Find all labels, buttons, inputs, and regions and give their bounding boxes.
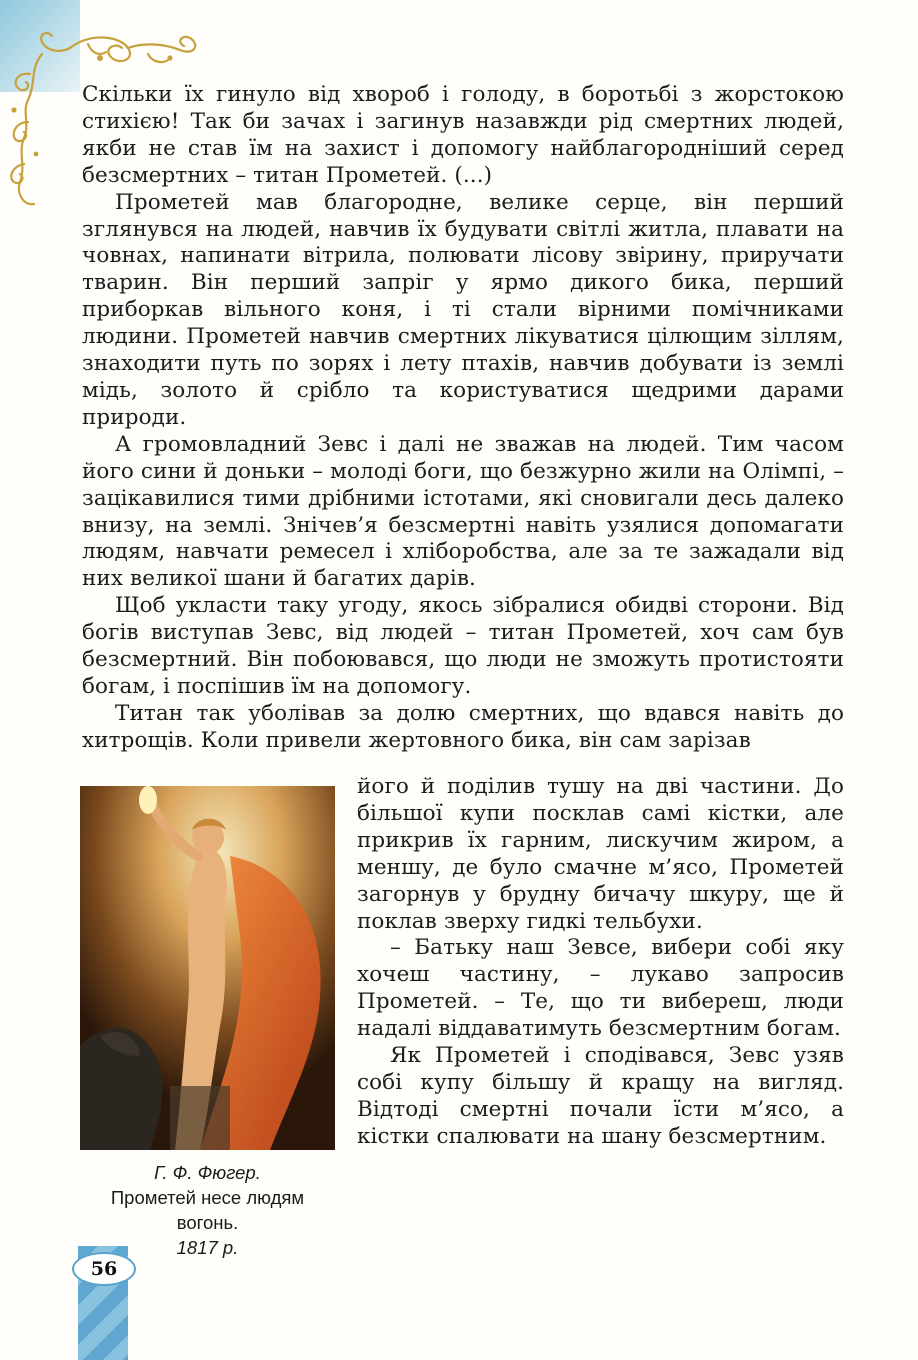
paragraph: його й поділив тушу на дві частини. До більшої купи посклав самі кістки, але прикрив їх гарним, лискучим жиром, а меншу, де було смачне м’ясо, Прометей загорнув у брудну бичачу шкуру, ще й поклав зверху гидкі тельбухи.: [357, 774, 844, 934]
paragraph: Титан так уболівав за долю смертних, що вдався навіть до хитрощів. Коли привели жертовного бика, він сам зарізав: [82, 700, 844, 753]
image-caption: [80, 1160, 335, 1260]
main-text-block: [82, 82, 844, 755]
paragraph: Як Прометей і сподівався, Зевс узяв собі купу більшу й кращу на вигляд. Відтоді смертні почали їсти м’ясо, а кістки спалювати на шану безсмертним.: [357, 1043, 844, 1149]
caption-year: 1817 р.: [176, 1237, 239, 1258]
caption-title: Прометей несе людям вогонь.: [110, 1187, 305, 1233]
prometheus-painting-image: [80, 786, 335, 1150]
page-number: 56: [72, 1252, 136, 1286]
caption-author: Г. Ф. Фюгер.: [154, 1162, 261, 1183]
right-text-block: [357, 774, 844, 1151]
paragraph: – Батьку наш Зевсе, вибери собі яку хочеш частину, – лукаво запросив Прометей. – Те, що ти вибереш, люди надалі віддаватимуть безсмертним богам.: [357, 935, 844, 1042]
paragraph: Щоб укласти таку угоду, якось зібралися обидві сторони. Від богів виступав Зевс, від людей – титан Прометей, хоч сам був безсмертний. Він побоювався, що люди не зможуть протистояти богам, і поспішив їм на допомогу.: [82, 593, 844, 699]
paragraph: Скільки їх гинуло від хвороб і голоду, в боротьбі з жорстокою стихією! Так би зачах і загинув назавжди рід смертних людей, якби не став їм на захист і допомогу найблагородніший серед безсмертних – титан Прометей. (...): [82, 82, 844, 188]
paragraph: Прометей мав благородне, велике серце, він перший зглянувся на людей, навчив їх будувати світлі житла, плавати на човнах, напинати вітрила, полювати лісову звірину, приручати тварин. Він перший запріг у ярмо дикого бика, перший приборкав вільного коня, і ті стали вірними помічниками людини. Прометей навчив смертних лікуватися цілющим зіллям, знаходити путь по зорях і лету птахів, навчив добувати із землі мідь, золото й срібло та користуватися щедрими дарами природи.: [82, 189, 844, 430]
paragraph: А громовладний Зевс і далі не зважав на людей. Тим часом його сини й доньки – молоді боги, що безжурно жили на Олімпі, – зацікавилися тими дрібними істотами, які сновигали десь далеко внизу, на землі. Знічев’я безсмертні навіть узялися допомагати людям, навчати ремесел і хліборобства, але за те зажадали від них великої шани й багатих дарів.: [82, 431, 844, 592]
